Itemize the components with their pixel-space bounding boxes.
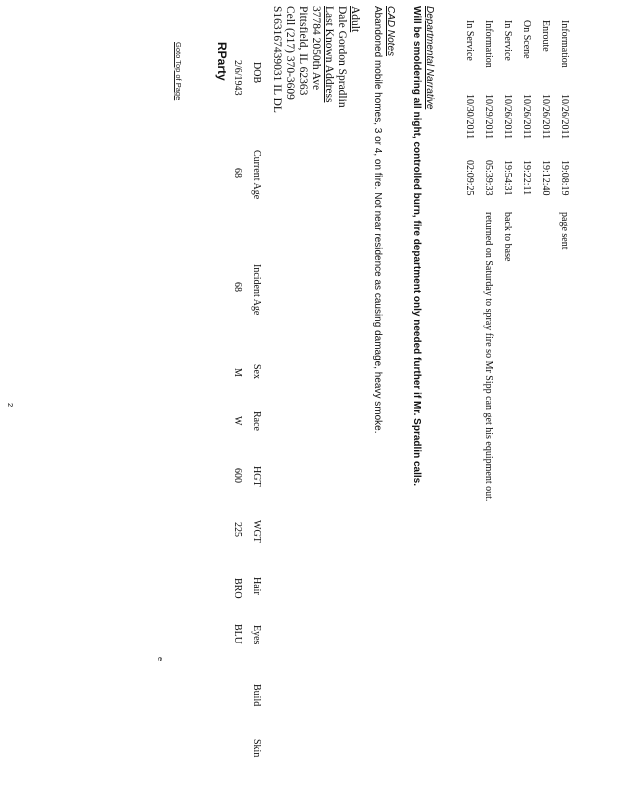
adult-heading: Adult [349,6,361,33]
timeline-note-1: page sent [559,212,570,250]
td-incident-age: 68 [232,282,243,292]
timeline-time-5: 05:39:33 [483,160,494,196]
timeline-status-4: In Service [502,20,513,61]
adult-name: Dale Gordon Spradlin [336,6,348,108]
cad-heading: CAD Notes [385,6,396,57]
timeline-status-5: Information [483,20,494,68]
timeline-time-1: 19:08:19 [559,160,570,196]
td-hair: BRO [232,578,243,599]
timeline-date-4: 10/26/2011 [502,94,513,140]
page-number: 2 [6,403,15,408]
timeline-note-5: returned on Saturday to spray fire so Mr Sipp can get his equipment out. [483,212,494,502]
td-wgt: 225 [232,522,243,537]
th-wgt: WGT [251,520,262,543]
narrative-heading: Departmental Narrative [424,6,435,110]
timeline-note-4: back to base [502,212,513,262]
timeline-status-2: Enroute [540,20,551,52]
td-hgt: 600 [232,468,243,483]
td-dob: 2/6/1943 [232,60,243,96]
rparty-heading: RParty [215,42,229,81]
timeline-status-3: On Scene [521,20,532,59]
th-current-age: Current Age [251,150,262,200]
corner-mark: e [156,657,165,662]
timeline-time-6: 02:09:25 [464,160,475,196]
narrative-text: Will be smoldering all night, controlled burn, fire department only needed further if Mr. Spradlin calls. [411,6,422,486]
address-city: Pittsfield, IL 62363 [297,6,309,96]
td-current-age: 68 [232,168,243,178]
timeline-status-6: In Service [464,20,475,61]
timeline-status-1: Information [559,20,570,68]
timeline-time-4: 19:54:31 [502,160,513,196]
th-eyes: Eyes [251,625,262,645]
th-sex: Sex [251,364,262,379]
th-hgt: HGT [251,466,262,487]
timeline-date-5: 10/29/2011 [483,94,494,140]
timeline-date-3: 10/26/2011 [521,94,532,140]
td-eyes: BLU [232,624,243,644]
timeline-date-1: 10/26/2011 [559,94,570,140]
driver-license-id: S163167439031 IL DL [271,6,283,113]
goto-top-link[interactable]: Goto Top of Page [174,42,183,101]
td-sex: M [232,368,243,377]
timeline-date-6: 10/30/2011 [464,94,475,140]
timeline-date-2: 10/26/2011 [540,94,551,140]
th-build: Build [251,684,262,707]
address-heading: Last Known Address [323,6,335,103]
th-skin: Skin [251,739,262,758]
th-hair: Hair [251,577,262,595]
address-street: 37784 2050th Ave [310,6,322,91]
cad-text: Abandoned mobile homes, 3 or 4, on fire. Not near residence as causing damage, heavy smoke. [372,6,383,434]
th-dob: DOB [251,62,262,84]
td-race: W [232,416,243,426]
address-phone: Cell (217) 370-3609 [284,6,296,100]
timeline-time-2: 19:12:40 [540,160,551,196]
th-incident-age: Incident Age [251,264,262,316]
th-race: Race [251,411,262,431]
timeline-time-3: 19:22:11 [521,160,532,196]
